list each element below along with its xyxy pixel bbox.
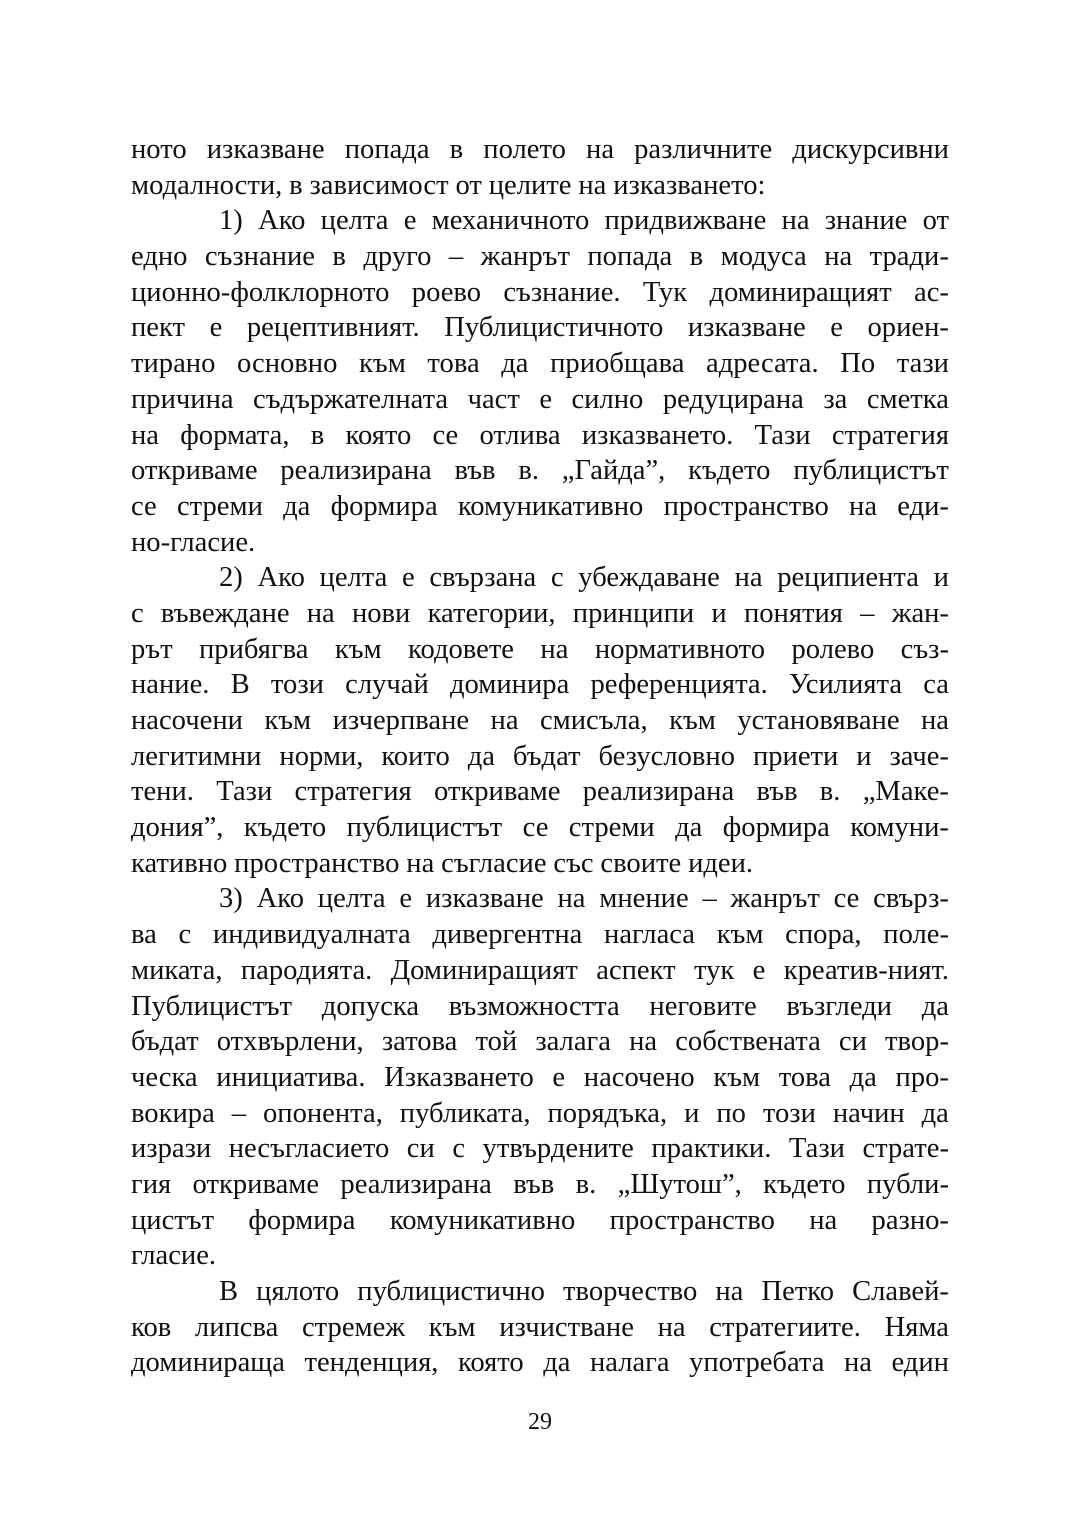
text-line: едно съзнание в друго – жанрът попада в модуса на тради- xyxy=(131,241,949,273)
text-line: ното изказване попада в полето на различните дискурсивни xyxy=(131,134,949,165)
text-line: пект е рецептивният. Публицистичното изказване е ориен- xyxy=(131,312,949,344)
text-line: причина съдържателната част е силно редуцирана за сметка xyxy=(131,383,949,415)
text-line: 3) Ако целта е изказване на мнение – жанрът се свърз- xyxy=(219,883,949,915)
text-line: се стреми да формира комуникативно пространство на еди- xyxy=(131,490,949,522)
text-line: гия откриваме реализирана във в. „Шутош”, където публи- xyxy=(131,1168,949,1200)
text-line: бъдат отхвърлени, затова той залага на собствената си твор- xyxy=(131,1026,949,1058)
text-line: дония”, където публицистът се стреми да формира комуни- xyxy=(131,812,949,844)
text-line: Публицистът допуска възможността неговите възгледи да xyxy=(131,990,949,1022)
text-line: откриваме реализирана във в. „Гайда”, където публицистът xyxy=(131,455,949,487)
text-line: насочени към изчерпване на смисъла, към установяване на xyxy=(131,705,949,736)
text-line: тирано основно към това да приобщава адресата. По тази xyxy=(131,348,949,380)
page-number: 29 xyxy=(528,1409,552,1435)
text-line: цистът формира комуникативно пространство на разно- xyxy=(131,1204,949,1236)
text-line: но-гласие. xyxy=(131,526,256,558)
text-line: доминираща тенденция, която да налага употребата на един xyxy=(131,1347,949,1379)
text-line: 2) Ако целта е свързана с убеждаване на реципиента и xyxy=(219,562,949,594)
text-line: на формата, в която се отлива изказването. Тази стратегия xyxy=(131,419,949,451)
text-line: нание. В този случай доминира референцията. Усилията са xyxy=(131,669,949,701)
text-line: ционно-фолклорното роево съзнание. Тук доминиращият ас- xyxy=(131,276,949,308)
text-line: рът прибягва към кодовете на нормативното ролево съз- xyxy=(131,633,949,665)
text-line: тени. Тази стратегия откриваме реализирана във в. „Маке- xyxy=(131,776,949,808)
text-line: ков липсва стремеж към изчистване на стратегиите. Няма xyxy=(131,1311,949,1343)
text-line: В цялото публицистично творчество на Петко Славей- xyxy=(219,1276,949,1307)
text-line: модалности, в зависимост от целите на изказването: xyxy=(131,169,766,201)
text-line: кативно пространство на съгласие със своите идеи. xyxy=(131,847,754,879)
text-line: вокира – опонента, публиката, порядъка, и по този начин да xyxy=(131,1097,949,1129)
body-text xyxy=(131,132,949,1381)
text-line: 1) Ако целта е механичното придвижване на знание от xyxy=(219,205,949,237)
text-line: гласие. xyxy=(131,1240,217,1272)
text-line: миката, пародията. Доминиращият аспект тук е креатив-ният. xyxy=(131,954,949,986)
text-line: ва с индивидуалната дивергентна нагласа към спора, поле- xyxy=(131,919,949,951)
text-line: легитимни норми, които да бъдат безусловно приети и заче- xyxy=(131,740,949,772)
text-line: ческа инициатива. Изказването е насочено към това да про- xyxy=(131,1061,949,1093)
text-line: изрази несъгласието си с утвърдените практики. Тази страте- xyxy=(131,1133,949,1165)
text-line: с въвеждане на нови категории, принципи и понятия – жан- xyxy=(131,597,949,629)
